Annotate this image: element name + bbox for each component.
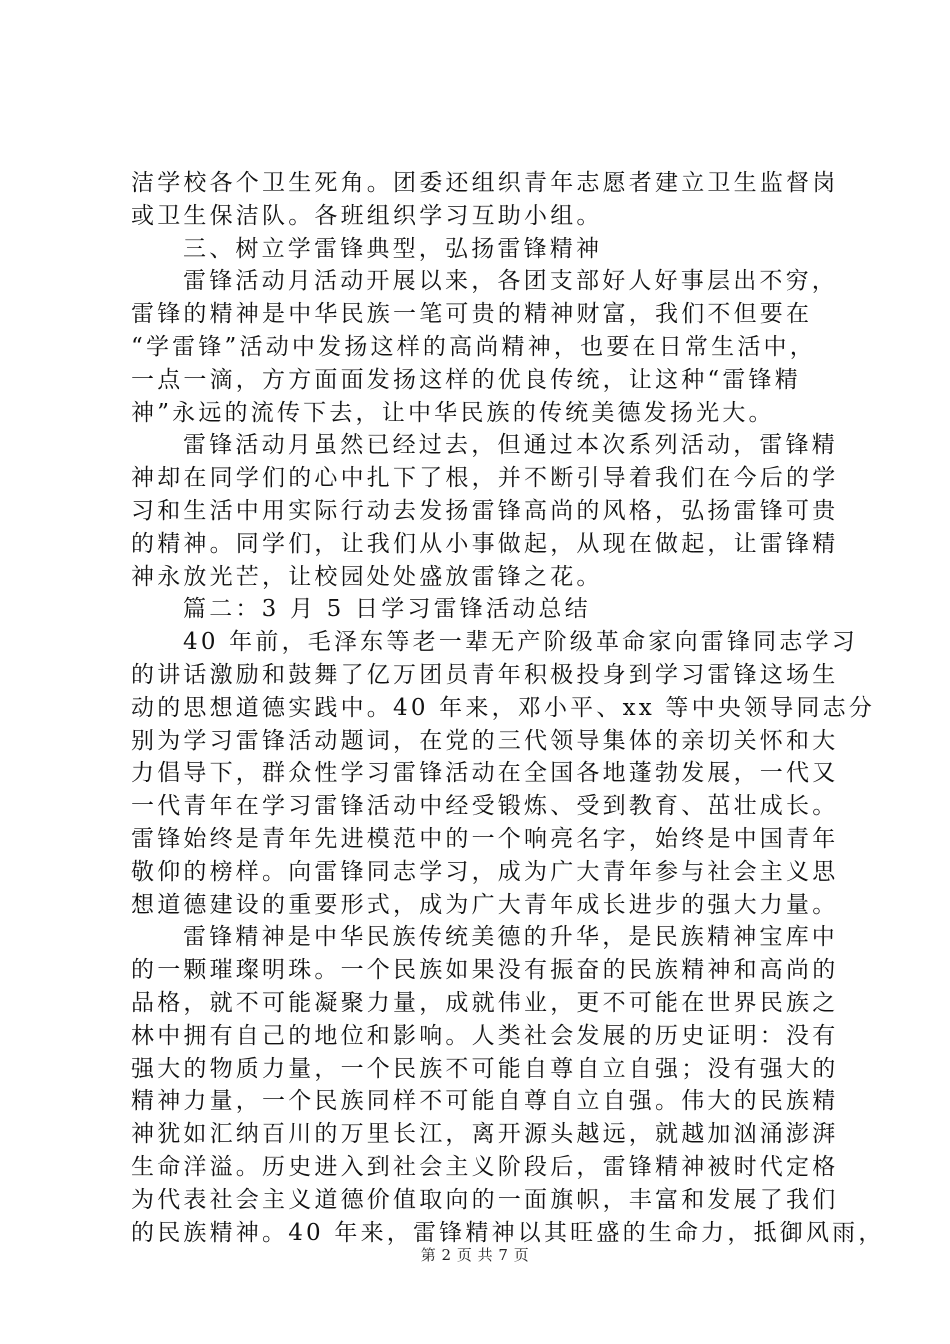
text-line: 敬仰的榜样。向雷锋同志学习，成为广大青年参与社会主义思 [131, 858, 839, 885]
text-line: 神永放光芒，让校园处处盛放雷锋之花。 [131, 563, 603, 590]
text-line: 雷锋活动月活动开展以来，各团支部好人好事层出不穷， [183, 268, 838, 295]
text-line: 品格，就不可能凝聚力量，成就伟业，更不可能在世界民族之 [131, 989, 839, 1016]
text-line: 神”永远的流传下去，让中华民族的传统美德发扬光大。 [131, 399, 775, 426]
text-line: 想道德建设的重要形式，成为广大青年成长进步的强大力量。 [131, 891, 839, 918]
text-line: 的一颗璀璨明珠。一个民族如果没有振奋的民族精神和高尚的 [131, 957, 839, 984]
text-line: 生命洋溢。历史进入到社会主义阶段后，雷锋精神被时代定格 [131, 1153, 839, 1180]
text-line: 的讲话激励和鼓舞了亿万团员青年积极投身到学习雷锋这场生 [131, 661, 839, 688]
page-footer: 第 2 页 共 7 页 [420, 1246, 530, 1264]
text-line: 洁学校各个卫生死角。团委还组织青年志愿者建立卫生监督岗 [131, 170, 839, 196]
text-line: 雷锋活动月虽然已经过去，但通过本次系列活动，雷锋精 [183, 432, 838, 459]
text-line: 一代青年在学习雷锋活动中经受锻炼、受到教育、茁壮成长。 [131, 793, 839, 820]
text-line: 强大的物质力量，一个民族不可能自尊自立自强；没有强大的 [131, 1055, 839, 1082]
text-line: 雷锋精神是中华民族传统美德的升华，是民族精神宝库中 [183, 924, 838, 951]
text-line: 的精神。同学们，让我们从小事做起，从现在做起，让雷锋精 [131, 530, 839, 557]
text-line: 神却在同学们的心中扎下了根，并不断引导着我们在今后的学 [131, 465, 839, 492]
text-line: 一点一滴，方方面面发扬这样的优良传统，让这种“雷锋精 [131, 366, 801, 393]
text-line: 神犹如汇纳百川的万里长江，离开源头越远，就越加汹涌澎湃 [131, 1121, 839, 1148]
document-body [131, 167, 885, 1249]
text-line: 篇二：3 月 5 日学习雷锋活动总结 [183, 596, 591, 623]
text-line: 三、树立学雷锋典型，弘扬雷锋精神 [183, 235, 603, 262]
text-line: “学雷锋”活动中发扬这样的高尚精神，也要在日常生活中， [131, 333, 816, 360]
text-line: 雷锋的精神是中华民族一笔可贵的精神财富，我们不但要在 [131, 301, 813, 328]
text-line: 为代表社会主义道德价值取向的一面旗帜，丰富和发展了我们 [131, 1186, 839, 1213]
text-line: 或卫生保洁队。各班组织学习互助小组。 [131, 202, 603, 229]
text-line: 动的思想道德实践中。40 年来，邓小平、xx 等中央领导同志分 [131, 694, 876, 721]
text-line: 别为学习雷锋活动题词，在党的三代领导集体的亲切关怀和大 [131, 727, 839, 754]
text-line: 的民族精神。40 年来，雷锋精神以其旺盛的生命力，抵御风雨， [131, 1219, 885, 1246]
text-line: 精神力量，一个民族同样不可能自尊自立自强。伟大的民族精 [131, 1088, 839, 1115]
text-line: 林中拥有自己的地位和影响。人类社会发展的历史证明：没有 [131, 1022, 839, 1049]
text-line: 习和生活中用实际行动去发扬雷锋高尚的风格，弘扬雷锋可贵 [131, 497, 839, 524]
text-line: 雷锋始终是青年先进模范中的一个响亮名字，始终是中国青年 [131, 825, 839, 852]
text-line: 力倡导下，群众性学习雷锋活动在全国各地蓬勃发展，一代又 [131, 760, 839, 787]
text-line: 40 年前，毛泽东等老一辈无产阶级革命家向雷锋同志学习 [183, 629, 858, 656]
